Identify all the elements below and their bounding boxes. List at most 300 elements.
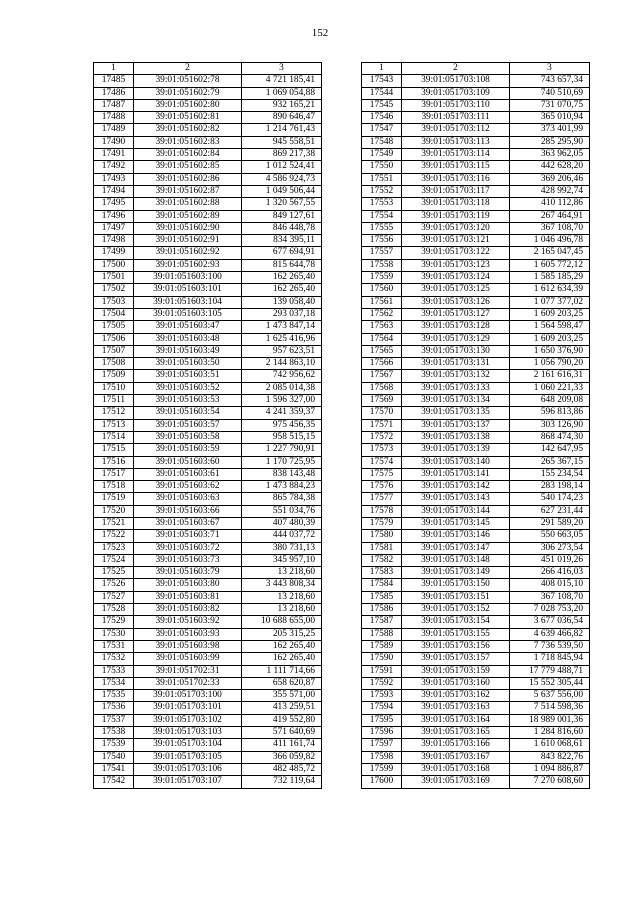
row-number-cell: 17580: [362, 530, 402, 542]
table-row: [94, 542, 322, 554]
row-number-cell: 17510: [94, 382, 134, 394]
value-cell: 444 037,72: [242, 530, 322, 542]
table-row: [94, 665, 322, 677]
table-row: [362, 124, 590, 136]
row-number-cell: 17524: [94, 554, 134, 566]
value-cell: 2 161 616,31: [510, 370, 590, 382]
cadastral-number-cell: 39:01:051602:92: [134, 247, 242, 259]
value-cell: 410 112,86: [510, 198, 590, 210]
value-cell: 1 609 203,25: [510, 333, 590, 345]
row-number-cell: 17496: [94, 210, 134, 222]
table-row: [94, 173, 322, 185]
row-number-cell: 17504: [94, 308, 134, 320]
value-cell: 13 218,60: [242, 567, 322, 579]
value-cell: 732 119,64: [242, 776, 322, 788]
cadastral-number-cell: 39:01:051703:129: [402, 333, 510, 345]
cadastral-number-cell: 39:01:051603:49: [134, 345, 242, 357]
cadastral-number-cell: 39:01:051703:117: [402, 185, 510, 197]
cadastral-number-cell: 39:01:051603:47: [134, 321, 242, 333]
table-row: [94, 763, 322, 775]
value-cell: 367 108,70: [510, 222, 590, 234]
value-cell: 815 644,78: [242, 259, 322, 271]
table-row: [94, 185, 322, 197]
cadastral-number-cell: 39:01:051703:166: [402, 739, 510, 751]
cadastral-number-cell: 39:01:051703:145: [402, 517, 510, 529]
table-row: [362, 481, 590, 493]
cadastral-number-cell: 39:01:051703:119: [402, 210, 510, 222]
row-number-cell: 17561: [362, 296, 402, 308]
value-cell: 7 736 539,50: [510, 640, 590, 652]
value-cell: 365 010,94: [510, 112, 590, 124]
table-row: [94, 321, 322, 333]
table-row: [362, 456, 590, 468]
row-number-cell: 17514: [94, 431, 134, 443]
cadastral-number-cell: 39:01:051703:162: [402, 690, 510, 702]
row-number-cell: 17505: [94, 321, 134, 333]
table-row: [94, 628, 322, 640]
cadastral-number-cell: 39:01:051703:130: [402, 345, 510, 357]
cadastral-number-cell: 39:01:051603:72: [134, 542, 242, 554]
row-number-cell: 17553: [362, 198, 402, 210]
value-cell: 7 270 608,60: [510, 776, 590, 788]
value-cell: 18 989 001,36: [510, 714, 590, 726]
value-cell: 846 448,78: [242, 222, 322, 234]
table-row: [362, 431, 590, 443]
row-number-cell: 17564: [362, 333, 402, 345]
cadastral-number-cell: 39:01:051603:67: [134, 517, 242, 529]
value-cell: 869 217,38: [242, 149, 322, 161]
cadastral-number-cell: 39:01:051703:114: [402, 149, 510, 161]
row-number-cell: 17520: [94, 505, 134, 517]
value-cell: 865 784,38: [242, 493, 322, 505]
table-row: [94, 308, 322, 320]
value-cell: 407 480,39: [242, 517, 322, 529]
row-number-cell: 17592: [362, 677, 402, 689]
cadastral-number-cell: 39:01:051703:165: [402, 727, 510, 739]
row-number-cell: 17509: [94, 370, 134, 382]
row-number-cell: 17598: [362, 751, 402, 763]
row-number-cell: 17582: [362, 554, 402, 566]
cadastral-number-cell: 39:01:051603:60: [134, 456, 242, 468]
row-number-cell: 17549: [362, 149, 402, 161]
cadastral-number-cell: 39:01:051602:79: [134, 87, 242, 99]
table-row: [94, 333, 322, 345]
value-cell: 205 315,25: [242, 628, 322, 640]
row-number-cell: 17517: [94, 468, 134, 480]
table-row: [362, 505, 590, 517]
table-row: [94, 358, 322, 370]
cadastral-number-cell: 39:01:051703:107: [134, 776, 242, 788]
value-cell: 627 231,44: [510, 505, 590, 517]
row-number-cell: 17492: [94, 161, 134, 173]
value-cell: 442 628,20: [510, 161, 590, 173]
value-cell: 843 822,76: [510, 751, 590, 763]
value-cell: 7 028 753,20: [510, 604, 590, 616]
cadastral-number-cell: 39:01:051703:135: [402, 407, 510, 419]
value-cell: 267 464,91: [510, 210, 590, 222]
row-number-cell: 17548: [362, 136, 402, 148]
value-cell: 596 813,86: [510, 407, 590, 419]
row-number-cell: 17556: [362, 235, 402, 247]
value-cell: 1 056 790,20: [510, 358, 590, 370]
cadastral-number-cell: 39:01:051603:80: [134, 579, 242, 591]
row-number-cell: 17500: [94, 259, 134, 271]
cadastral-number-cell: 39:01:051703:139: [402, 444, 510, 456]
cadastral-number-cell: 39:01:051603:104: [134, 296, 242, 308]
cadastral-number-cell: 39:01:051703:120: [402, 222, 510, 234]
cadastral-number-cell: 39:01:051603:100: [134, 272, 242, 284]
table-header-row: [362, 63, 590, 75]
value-cell: 4 639 466,82: [510, 628, 590, 640]
row-number-cell: 17574: [362, 456, 402, 468]
value-cell: 731 070,75: [510, 99, 590, 111]
value-cell: 408 015,10: [510, 579, 590, 591]
table-row: [362, 112, 590, 124]
row-number-cell: 17519: [94, 493, 134, 505]
row-number-cell: 17579: [362, 517, 402, 529]
table-row: [94, 456, 322, 468]
table-body-left: [94, 63, 322, 789]
value-cell: 1 111 714,66: [242, 665, 322, 677]
cadastral-number-cell: 39:01:051602:85: [134, 161, 242, 173]
data-table-left: [93, 62, 322, 789]
value-cell: 413 259,51: [242, 702, 322, 714]
row-number-cell: 17560: [362, 284, 402, 296]
cadastral-number-cell: 39:01:051602:82: [134, 124, 242, 136]
cadastral-number-cell: 39:01:051703:143: [402, 493, 510, 505]
row-number-cell: 17538: [94, 727, 134, 739]
cadastral-number-cell: 39:01:051703:137: [402, 419, 510, 431]
value-cell: 15 552 305,44: [510, 677, 590, 689]
cadastral-number-cell: 39:01:051703:112: [402, 124, 510, 136]
table-row: [94, 149, 322, 161]
cadastral-number-cell: 39:01:051702:33: [134, 677, 242, 689]
cadastral-number-cell: 39:01:051703:169: [402, 776, 510, 788]
row-number-cell: 17563: [362, 321, 402, 333]
row-number-cell: 17534: [94, 677, 134, 689]
table-row: [362, 677, 590, 689]
cadastral-number-cell: 39:01:051603:62: [134, 481, 242, 493]
row-number-cell: 17550: [362, 161, 402, 173]
table-row: [94, 690, 322, 702]
table-row: [362, 99, 590, 111]
page-number: 152: [311, 27, 329, 39]
table-row: [94, 468, 322, 480]
value-cell: 306 273,54: [510, 542, 590, 554]
column-header: 3: [510, 63, 590, 75]
table-row: [94, 284, 322, 296]
table-row: [94, 481, 322, 493]
row-number-cell: 17543: [362, 75, 402, 87]
column-header: 1: [94, 63, 134, 75]
cadastral-number-cell: 39:01:051703:147: [402, 542, 510, 554]
value-cell: 1 069 054,88: [242, 87, 322, 99]
table-row: [362, 198, 590, 210]
cadastral-number-cell: 39:01:051703:131: [402, 358, 510, 370]
cadastral-number-cell: 39:01:051603:99: [134, 653, 242, 665]
table-row: [362, 751, 590, 763]
row-number-cell: 17503: [94, 296, 134, 308]
cadastral-number-cell: 39:01:051602:93: [134, 259, 242, 271]
row-number-cell: 17526: [94, 579, 134, 591]
table-row: [362, 407, 590, 419]
table-row: [94, 751, 322, 763]
cadastral-number-cell: 39:01:051703:124: [402, 272, 510, 284]
table-row: [94, 616, 322, 628]
cadastral-number-cell: 39:01:051703:121: [402, 235, 510, 247]
table-row: [362, 530, 590, 542]
row-number-cell: 17511: [94, 395, 134, 407]
column-header: 2: [402, 63, 510, 75]
table-row: [362, 542, 590, 554]
table-row: [362, 259, 590, 271]
table-row: [94, 640, 322, 652]
cadastral-number-cell: 39:01:051603:105: [134, 308, 242, 320]
cadastral-number-cell: 39:01:051703:167: [402, 751, 510, 763]
value-cell: 2 085 014,38: [242, 382, 322, 394]
value-cell: 283 198,14: [510, 481, 590, 493]
table-row: [362, 616, 590, 628]
cadastral-number-cell: 39:01:051703:160: [402, 677, 510, 689]
cadastral-number-cell: 39:01:051603:71: [134, 530, 242, 542]
value-cell: 2 144 863,10: [242, 358, 322, 370]
value-cell: 1 585 185,29: [510, 272, 590, 284]
row-number-cell: 17489: [94, 124, 134, 136]
table-row: [362, 321, 590, 333]
table-row: [362, 604, 590, 616]
row-number-cell: 17555: [362, 222, 402, 234]
cadastral-number-cell: 39:01:051703:118: [402, 198, 510, 210]
value-cell: 266 416,03: [510, 567, 590, 579]
cadastral-number-cell: 39:01:051703:156: [402, 640, 510, 652]
row-number-cell: 17512: [94, 407, 134, 419]
row-number-cell: 17542: [94, 776, 134, 788]
row-number-cell: 17501: [94, 272, 134, 284]
row-number-cell: 17485: [94, 75, 134, 87]
table-row: [362, 690, 590, 702]
table-row: [362, 284, 590, 296]
row-number-cell: 17558: [362, 259, 402, 271]
value-cell: 419 552,80: [242, 714, 322, 726]
cadastral-number-cell: 39:01:051602:91: [134, 235, 242, 247]
cadastral-number-cell: 39:01:051703:154: [402, 616, 510, 628]
cadastral-number-cell: 39:01:051703:109: [402, 87, 510, 99]
value-cell: 13 218,60: [242, 591, 322, 603]
table-row: [94, 677, 322, 689]
value-cell: 3 677 036,54: [510, 616, 590, 628]
cadastral-number-cell: 39:01:051703:138: [402, 431, 510, 443]
value-cell: 1 284 816,60: [510, 727, 590, 739]
value-cell: 482 485,72: [242, 763, 322, 775]
table-row: [362, 665, 590, 677]
cadastral-number-cell: 39:01:051703:164: [402, 714, 510, 726]
value-cell: 1 094 886,87: [510, 763, 590, 775]
cadastral-number-cell: 39:01:051703:106: [134, 763, 242, 775]
table-row: [362, 272, 590, 284]
table-row: [362, 235, 590, 247]
row-number-cell: 17541: [94, 763, 134, 775]
value-cell: 162 265,40: [242, 653, 322, 665]
value-cell: 162 265,40: [242, 640, 322, 652]
value-cell: 1 049 506,44: [242, 185, 322, 197]
table-row: [94, 124, 322, 136]
row-number-cell: 17544: [362, 87, 402, 99]
table-row: [94, 272, 322, 284]
cadastral-number-cell: 39:01:051703:152: [402, 604, 510, 616]
cadastral-number-cell: 39:01:051703:126: [402, 296, 510, 308]
value-cell: 451 019,26: [510, 554, 590, 566]
cadastral-number-cell: 39:01:051602:89: [134, 210, 242, 222]
row-number-cell: 17599: [362, 763, 402, 775]
cadastral-number-cell: 39:01:051703:142: [402, 481, 510, 493]
table-row: [94, 407, 322, 419]
cadastral-number-cell: 39:01:051602:87: [134, 185, 242, 197]
cadastral-number-cell: 39:01:051703:151: [402, 591, 510, 603]
value-cell: 540 174,23: [510, 493, 590, 505]
row-number-cell: 17506: [94, 333, 134, 345]
row-number-cell: 17577: [362, 493, 402, 505]
cadastral-number-cell: 39:01:051603:48: [134, 333, 242, 345]
row-number-cell: 17537: [94, 714, 134, 726]
row-number-cell: 17536: [94, 702, 134, 714]
cadastral-number-cell: 39:01:051703:148: [402, 554, 510, 566]
table-row: [94, 444, 322, 456]
value-cell: 1 473 847,14: [242, 321, 322, 333]
row-number-cell: 17497: [94, 222, 134, 234]
value-cell: 345 957,10: [242, 554, 322, 566]
row-number-cell: 17530: [94, 628, 134, 640]
table-row: [362, 714, 590, 726]
cadastral-number-cell: 39:01:051703:104: [134, 739, 242, 751]
value-cell: 1 320 567,55: [242, 198, 322, 210]
row-number-cell: 17545: [362, 99, 402, 111]
cadastral-number-cell: 39:01:051603:66: [134, 505, 242, 517]
cadastral-number-cell: 39:01:051703:123: [402, 259, 510, 271]
table-row: [94, 75, 322, 87]
row-number-cell: 17586: [362, 604, 402, 616]
value-cell: 677 694,91: [242, 247, 322, 259]
row-number-cell: 17584: [362, 579, 402, 591]
table-row: [94, 345, 322, 357]
cadastral-number-cell: 39:01:051603:54: [134, 407, 242, 419]
table-row: [94, 87, 322, 99]
value-cell: 428 992,74: [510, 185, 590, 197]
row-number-cell: 17552: [362, 185, 402, 197]
table-row: [362, 727, 590, 739]
table-row: [362, 185, 590, 197]
table-row: [94, 112, 322, 124]
value-cell: 1 012 524,41: [242, 161, 322, 173]
table-row: [94, 210, 322, 222]
row-number-cell: 17488: [94, 112, 134, 124]
table-row: [94, 567, 322, 579]
row-number-cell: 17490: [94, 136, 134, 148]
row-number-cell: 17523: [94, 542, 134, 554]
value-cell: 1 650 376,90: [510, 345, 590, 357]
table-row: [362, 468, 590, 480]
value-cell: 1 625 416,96: [242, 333, 322, 345]
table-row: [362, 591, 590, 603]
value-cell: 658 620,87: [242, 677, 322, 689]
table-row: [362, 136, 590, 148]
value-cell: 838 143,48: [242, 468, 322, 480]
row-number-cell: 17532: [94, 653, 134, 665]
value-cell: 834 395,11: [242, 235, 322, 247]
table-header-row: [94, 63, 322, 75]
table-row: [362, 763, 590, 775]
row-number-cell: 17487: [94, 99, 134, 111]
row-number-cell: 17493: [94, 173, 134, 185]
table-row: [362, 149, 590, 161]
row-number-cell: 17521: [94, 517, 134, 529]
value-cell: 285 295,90: [510, 136, 590, 148]
value-cell: 293 037,18: [242, 308, 322, 320]
value-cell: 3 443 808,34: [242, 579, 322, 591]
row-number-cell: 17581: [362, 542, 402, 554]
cadastral-number-cell: 39:01:051602:81: [134, 112, 242, 124]
row-number-cell: 17589: [362, 640, 402, 652]
value-cell: 1 227 790,91: [242, 444, 322, 456]
value-cell: 5 637 556,00: [510, 690, 590, 702]
row-number-cell: 17495: [94, 198, 134, 210]
table-row: [94, 161, 322, 173]
table-row: [362, 222, 590, 234]
table-row: [362, 395, 590, 407]
table-row: [362, 640, 590, 652]
table-body-right: [362, 63, 590, 789]
cadastral-number-cell: 39:01:051703:157: [402, 653, 510, 665]
row-number-cell: 17562: [362, 308, 402, 320]
cadastral-number-cell: 39:01:051703:141: [402, 468, 510, 480]
table-row: [94, 222, 322, 234]
cadastral-number-cell: 39:01:051603:61: [134, 468, 242, 480]
cadastral-number-cell: 39:01:051703:155: [402, 628, 510, 640]
row-number-cell: 17576: [362, 481, 402, 493]
cadastral-number-cell: 39:01:051603:98: [134, 640, 242, 652]
column-header: 3: [242, 63, 322, 75]
value-cell: 550 663,05: [510, 530, 590, 542]
row-number-cell: 17600: [362, 776, 402, 788]
cadastral-number-cell: 39:01:051703:116: [402, 173, 510, 185]
value-cell: 975 456,35: [242, 419, 322, 431]
table-row: [94, 493, 322, 505]
row-number-cell: 17572: [362, 431, 402, 443]
value-cell: 742 956,62: [242, 370, 322, 382]
row-number-cell: 17587: [362, 616, 402, 628]
value-cell: 1 060 221,33: [510, 382, 590, 394]
value-cell: 849 127,61: [242, 210, 322, 222]
row-number-cell: 17596: [362, 727, 402, 739]
cadastral-number-cell: 39:01:051703:125: [402, 284, 510, 296]
row-number-cell: 17554: [362, 210, 402, 222]
value-cell: 155 234,54: [510, 468, 590, 480]
cadastral-number-cell: 39:01:051703:150: [402, 579, 510, 591]
column-header: 2: [134, 63, 242, 75]
table-row: [94, 714, 322, 726]
table-row: [362, 739, 590, 751]
value-cell: 2 165 047,45: [510, 247, 590, 259]
cadastral-number-cell: 39:01:051602:83: [134, 136, 242, 148]
table-row: [94, 727, 322, 739]
row-number-cell: 17595: [362, 714, 402, 726]
table-row: [94, 530, 322, 542]
row-number-cell: 17494: [94, 185, 134, 197]
value-cell: 291 589,20: [510, 517, 590, 529]
cadastral-number-cell: 39:01:051603:58: [134, 431, 242, 443]
cadastral-number-cell: 39:01:051603:53: [134, 395, 242, 407]
row-number-cell: 17583: [362, 567, 402, 579]
cadastral-number-cell: 39:01:051603:57: [134, 419, 242, 431]
